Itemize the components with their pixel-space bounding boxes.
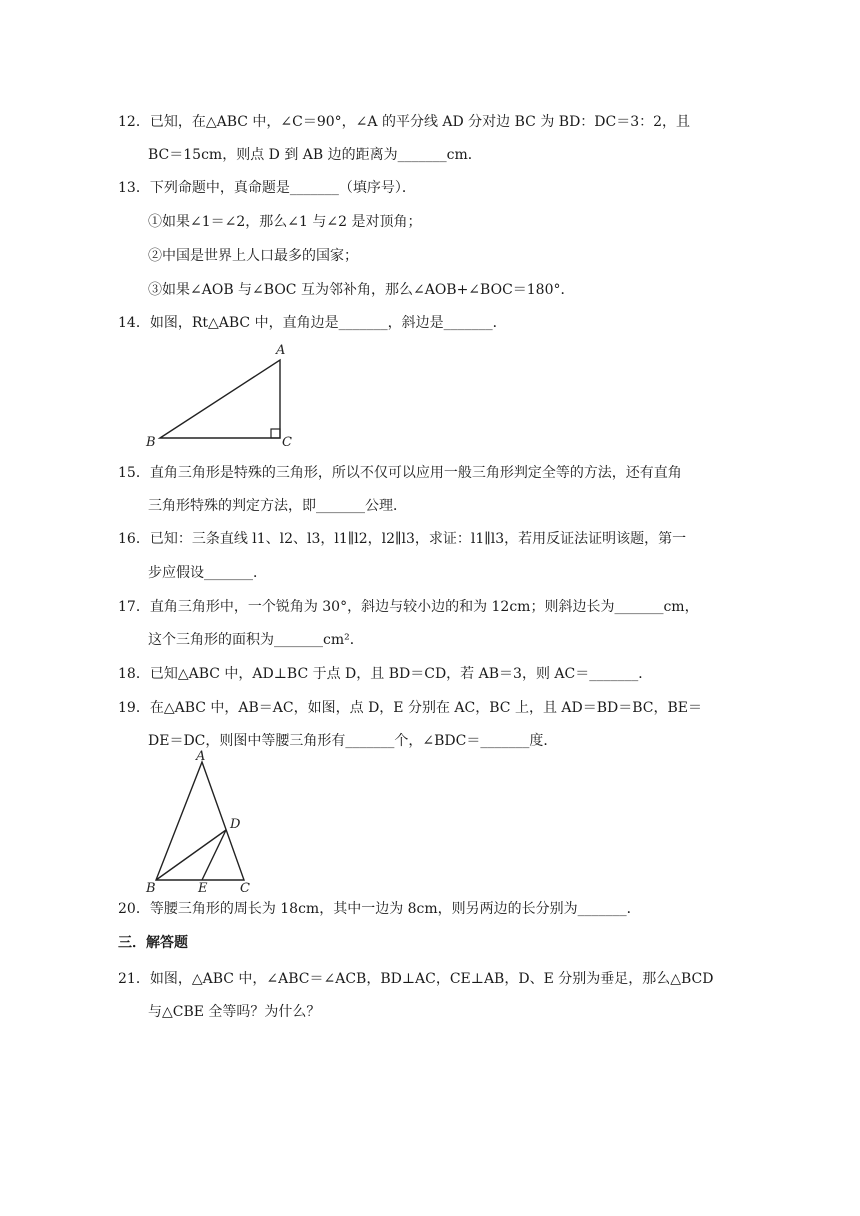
q19-line-1: 19．在△ABC 中，AB＝AC，如图，点 D，E 分别在 AC，BC 上，且 AD＝BD＝BC，BE＝ xyxy=(118,700,703,716)
q15-line-2: 三角形特殊的判定方法，即_______公理． xyxy=(148,498,407,514)
q14-triangle-figure xyxy=(140,340,300,450)
q14-label-a: A xyxy=(276,343,286,358)
q12-line-1: 12．已知，在△ABC 中，∠C＝90°，∠A 的平分线 AD 分对边 BC 为 BD：DC＝3：2，且 xyxy=(118,114,691,130)
q18-line-1: 18．已知△ABC 中，AD⊥BC 于点 D，且 BD＝CD，若 AB＝3，则 AC＝_______． xyxy=(118,666,653,682)
q19-segment-de xyxy=(202,830,226,880)
q20-line-1: 20．等腰三角形的周长为 18cm，其中一边为 8cm，则另两边的长分别为_______． xyxy=(118,901,641,917)
q14-label-b: B xyxy=(146,435,156,450)
q13-option-2: ②中国是世界上人口最多的国家； xyxy=(148,248,358,264)
q14-line-1: 14．如图，Rt△ABC 中，直角边是_______，斜边是_______． xyxy=(118,315,507,331)
q12-line-2: BC＝15cm，则点 D 到 AB 边的距离为_______cm． xyxy=(148,147,482,163)
q14-triangle xyxy=(160,360,280,438)
q17-line-2: 这个三角形的面积为_______cm²． xyxy=(148,632,364,648)
q13-option-3: ③如果∠AOB 与∠BOC 互为邻补角，那么∠AOB+∠BOC＝180°． xyxy=(148,282,575,298)
q19-segment-bd xyxy=(156,830,226,880)
q17-line-1: 17．直角三角形中，一个锐角为 30°，斜边与较小边的和为 12cm；则斜边长为_______cm， xyxy=(118,599,699,615)
section-heading-answers: 三．解答题 xyxy=(118,935,188,951)
q21-line-1: 21．如图，△ABC 中，∠ABC＝∠ACB，BD⊥AC，CE⊥AB，D、E 分别为垂足，那么△BCD xyxy=(118,971,714,987)
q19-label-d: D xyxy=(230,817,241,832)
q13-option-1: ①如果∠1＝∠2，那么∠1 与∠2 是对顶角； xyxy=(148,214,422,230)
q15-line-1: 15．直角三角形是特殊的三角形，所以不仅可以应用一般三角形判定全等的方法，还有直角 xyxy=(118,465,682,481)
q16-line-1: 16．已知：三条直线 l1、l2、l3，l1∥l2，l2∥l3，求证：l1∥l3，若用反证法证明该题，第一 xyxy=(118,531,687,547)
q21-line-2: 与△CBE 全等吗？为什么？ xyxy=(148,1004,321,1020)
q19-line-2: DE＝DC，则图中等腰三角形有_______个，∠BDC＝_______度． xyxy=(148,733,558,749)
q19-triangle-figure xyxy=(140,750,260,896)
q13-line-1: 13．下列命题中，真命题是_______（填序号）． xyxy=(118,180,416,196)
q16-line-2: 步应假设_______． xyxy=(148,565,267,581)
q19-label-c: C xyxy=(240,881,250,896)
q14-right-angle-mark xyxy=(271,429,280,438)
q19-label-e: E xyxy=(198,881,208,896)
q19-label-a: A xyxy=(196,749,206,764)
q19-label-b: B xyxy=(146,881,156,896)
q14-label-c: C xyxy=(282,435,292,450)
